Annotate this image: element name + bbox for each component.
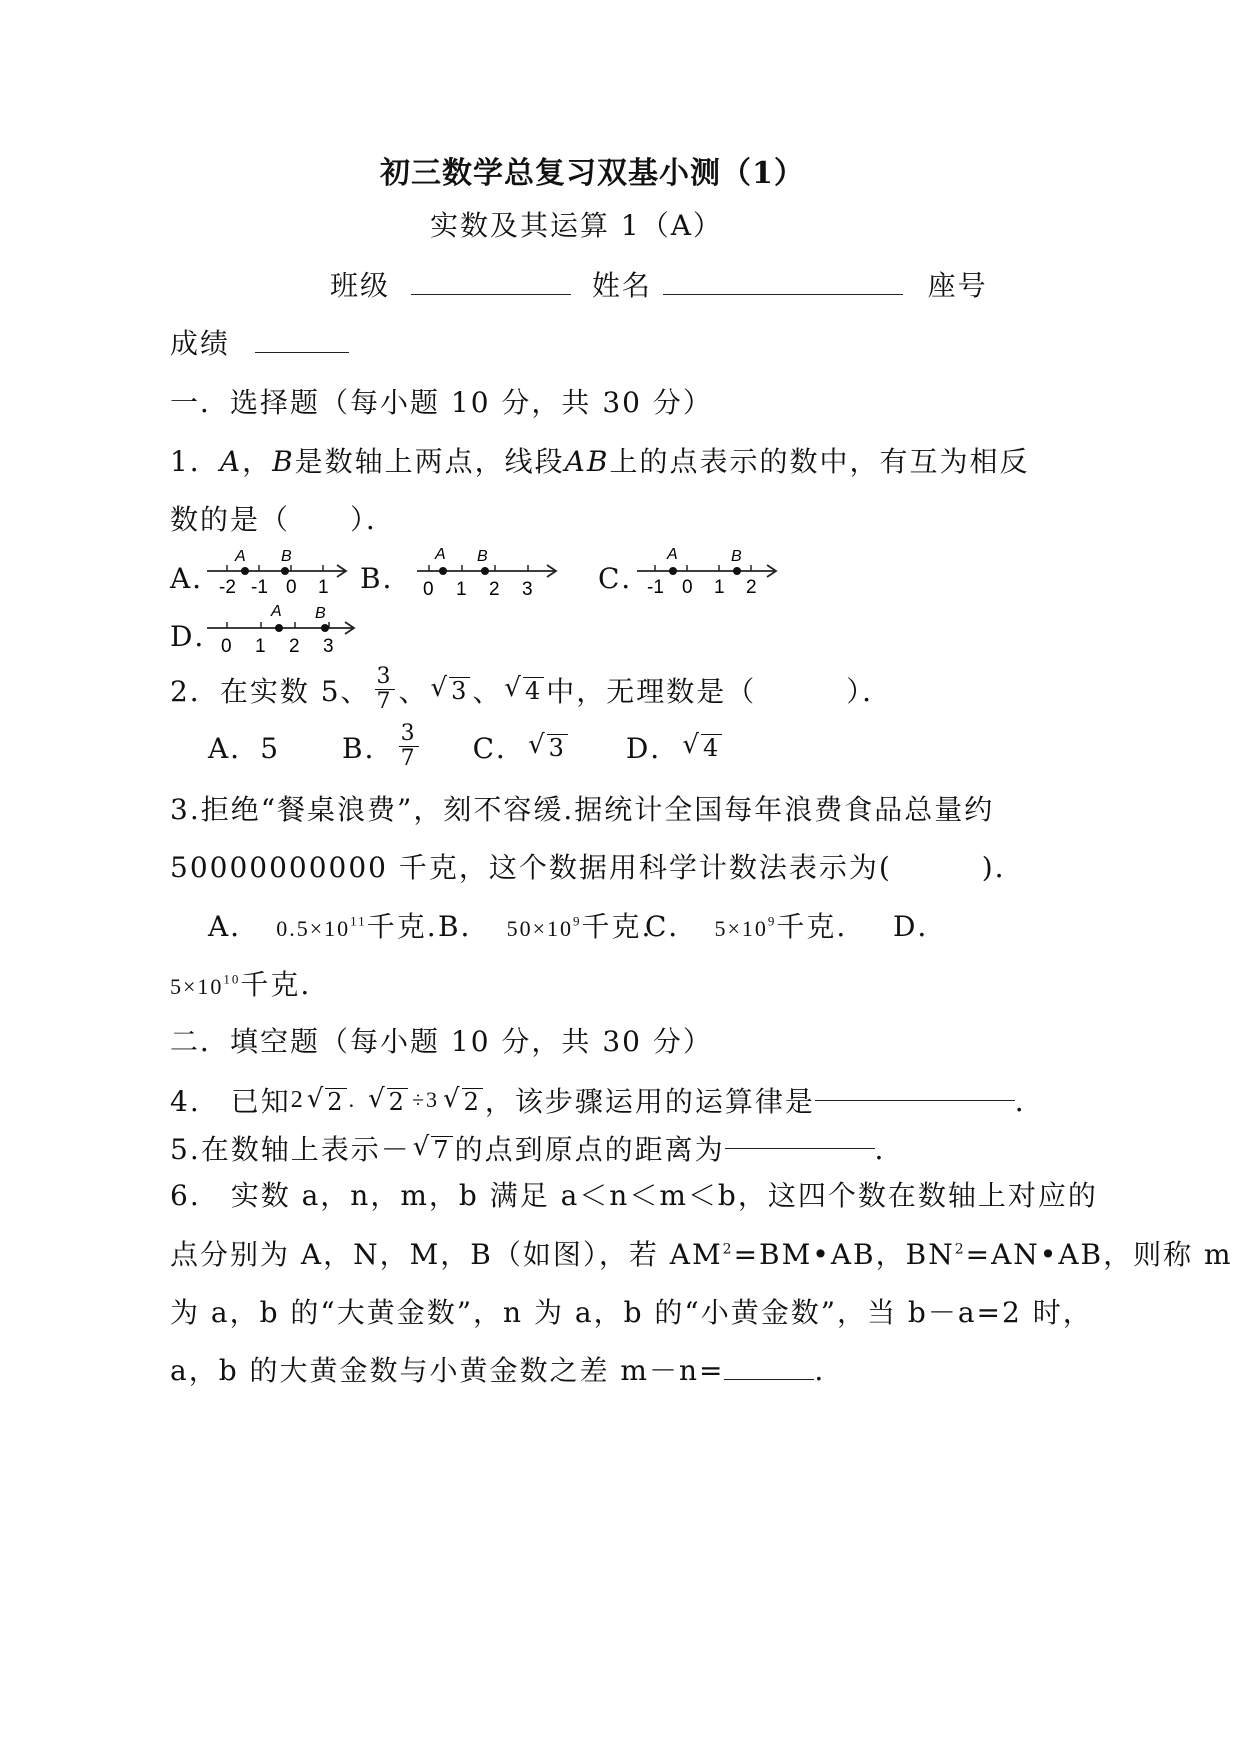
sqrt-3: √ 3: [430, 673, 469, 705]
q1-option-d-numberline[interactable]: [205, 600, 365, 658]
q2-option-c[interactable]: C． √ 3: [472, 730, 566, 765]
q2-option-a[interactable]: A．5: [208, 731, 281, 765]
tick-label: 2: [489, 579, 500, 600]
q3-option-b[interactable]: B． $50\times 10^9$千克.: [438, 910, 653, 943]
tick-label: 1: [318, 577, 329, 598]
point-b-dot: [281, 567, 289, 575]
seat-label: 座号: [927, 269, 988, 302]
class-field-row: [330, 264, 988, 304]
q1-option-c-label[interactable]: C．: [598, 562, 652, 595]
page-subtitle: 实数及其运算 1（A）: [430, 209, 723, 242]
q6-line1: 6. 实数 a，n，m，b 满足 a＜n＜m＜b，这四个数在数轴上对应的: [170, 1179, 1098, 1212]
point-b-dot: [321, 624, 329, 632]
q4-answer-blank[interactable]: [815, 1100, 1015, 1101]
q3-line1: 3.拒绝“餐桌浪费”，刻不容缓.据统计全国每年浪费食品总量约: [170, 793, 995, 826]
tick-label: 1: [456, 579, 467, 600]
point-b-label: B: [281, 548, 292, 565]
q1-line2: 数的是（ ）．: [170, 503, 397, 536]
point-a-label: A: [235, 548, 246, 565]
point-a-dot: [439, 567, 447, 575]
point-b-label: B: [731, 548, 742, 565]
q6-line3: 为 a，b 的“大黄金数”，n 为 a，b 的“小黄金数”，当 b－a=2 时，: [170, 1296, 1093, 1329]
point-b-dot: [481, 567, 489, 575]
point-a-dot: [275, 624, 283, 632]
tick-label: 0: [286, 577, 297, 598]
q1-line1: 1．A，B是数轴上两点，线段AB上的点表示的数中，有互为相反: [170, 445, 1030, 478]
q1-var-b: B: [272, 445, 295, 478]
q6-line4: a，b 的大黄金数与小黄金数之差 m－n= ．: [170, 1354, 845, 1387]
q2-stem: 2．在实数 5、 $\frac{3}{7}$ 、 √ 3 、 √ 4 中，无理数是（ ）．: [170, 664, 893, 714]
score-label: 成绩: [170, 327, 231, 360]
point-a-label: A: [271, 603, 282, 620]
tick-label: 3: [323, 636, 334, 657]
q1-option-c-numberline[interactable]: [635, 543, 785, 601]
page-title: 初三数学总复习双基小测（1）: [380, 156, 805, 191]
tick-label: -1: [647, 577, 664, 598]
tick-label: 0: [423, 579, 434, 600]
q1-option-b-label[interactable]: B．: [360, 562, 413, 595]
q6-answer-blank[interactable]: [724, 1379, 814, 1380]
q3-option-d-label[interactable]: D．: [893, 910, 948, 943]
q3-line2: 50000000000 千克，这个数据用科学计数法表示为( )．: [170, 851, 1025, 884]
point-b-label: B: [315, 605, 326, 622]
tick-label: 0: [682, 577, 693, 598]
class-label: 班级: [330, 269, 391, 302]
q3-option-a[interactable]: A． $0.5\times 10^{11}$千克.: [208, 910, 438, 943]
class-blank[interactable]: [411, 294, 571, 295]
tick-label: -2: [219, 577, 236, 598]
point-a-dot: [669, 567, 677, 575]
q2-option-d[interactable]: D． √ 4: [625, 730, 721, 765]
name-label: 姓名: [591, 269, 652, 302]
point-b-label: B: [477, 548, 488, 565]
q1-var-a: A: [219, 445, 243, 478]
name-blank[interactable]: [663, 294, 903, 295]
tick-label: 2: [746, 577, 757, 598]
q5-stem: 5.在数轴上表示－ √ 7 的点到原点的距离为 ．: [170, 1131, 905, 1166]
point-a-label: A: [435, 546, 446, 563]
point-b-dot: [733, 567, 741, 575]
q1-option-a-label[interactable]: A．: [170, 562, 223, 595]
q6-line2: 点分别为 A，N，M，B（如图），若 $AM^2=BM•AB$，$BN^2=AN•AB$，则称 m: [170, 1238, 1233, 1271]
tick-label: 3: [522, 579, 533, 600]
q1-option-d-label[interactable]: D．: [170, 620, 225, 653]
q4-stem: 4. 已知 2 √ 2 . √ 2 ÷3 √ 2 ，该步骤运用的运算律是 ．: [170, 1083, 1045, 1118]
q1-option-b-numberline[interactable]: [415, 543, 565, 601]
tick-label: 1: [714, 577, 725, 598]
point-a-label: A: [667, 546, 678, 563]
sqrt-4: √ 4: [504, 673, 543, 705]
q1-var-ab: AB: [564, 445, 610, 478]
tick-label: -1: [251, 577, 268, 598]
tick-label: 0: [221, 636, 232, 657]
q5-answer-blank[interactable]: [725, 1148, 875, 1149]
score-blank[interactable]: [255, 352, 349, 353]
fraction-3-7: $\frac{3}{7}$: [376, 664, 393, 714]
tick-label: 2: [289, 636, 300, 657]
section1-heading: 一．选择题（每小题 10 分，共 30 分）: [170, 386, 713, 419]
q3-option-d-value[interactable]: $5\times 10^{10}$千克.: [170, 968, 312, 1001]
q2-options: [208, 722, 724, 771]
q3-option-c[interactable]: C． $5\times 10^9$千克.: [645, 910, 848, 943]
score-row: [170, 322, 349, 362]
q1-option-a-numberline[interactable]: [205, 543, 355, 601]
point-a-dot: [241, 567, 249, 575]
q2-option-b[interactable]: B． $\frac{3}{7}$: [342, 721, 417, 771]
section2-heading: 二．填空题（每小题 10 分，共 30 分）: [170, 1025, 713, 1058]
tick-label: 1: [255, 636, 266, 657]
